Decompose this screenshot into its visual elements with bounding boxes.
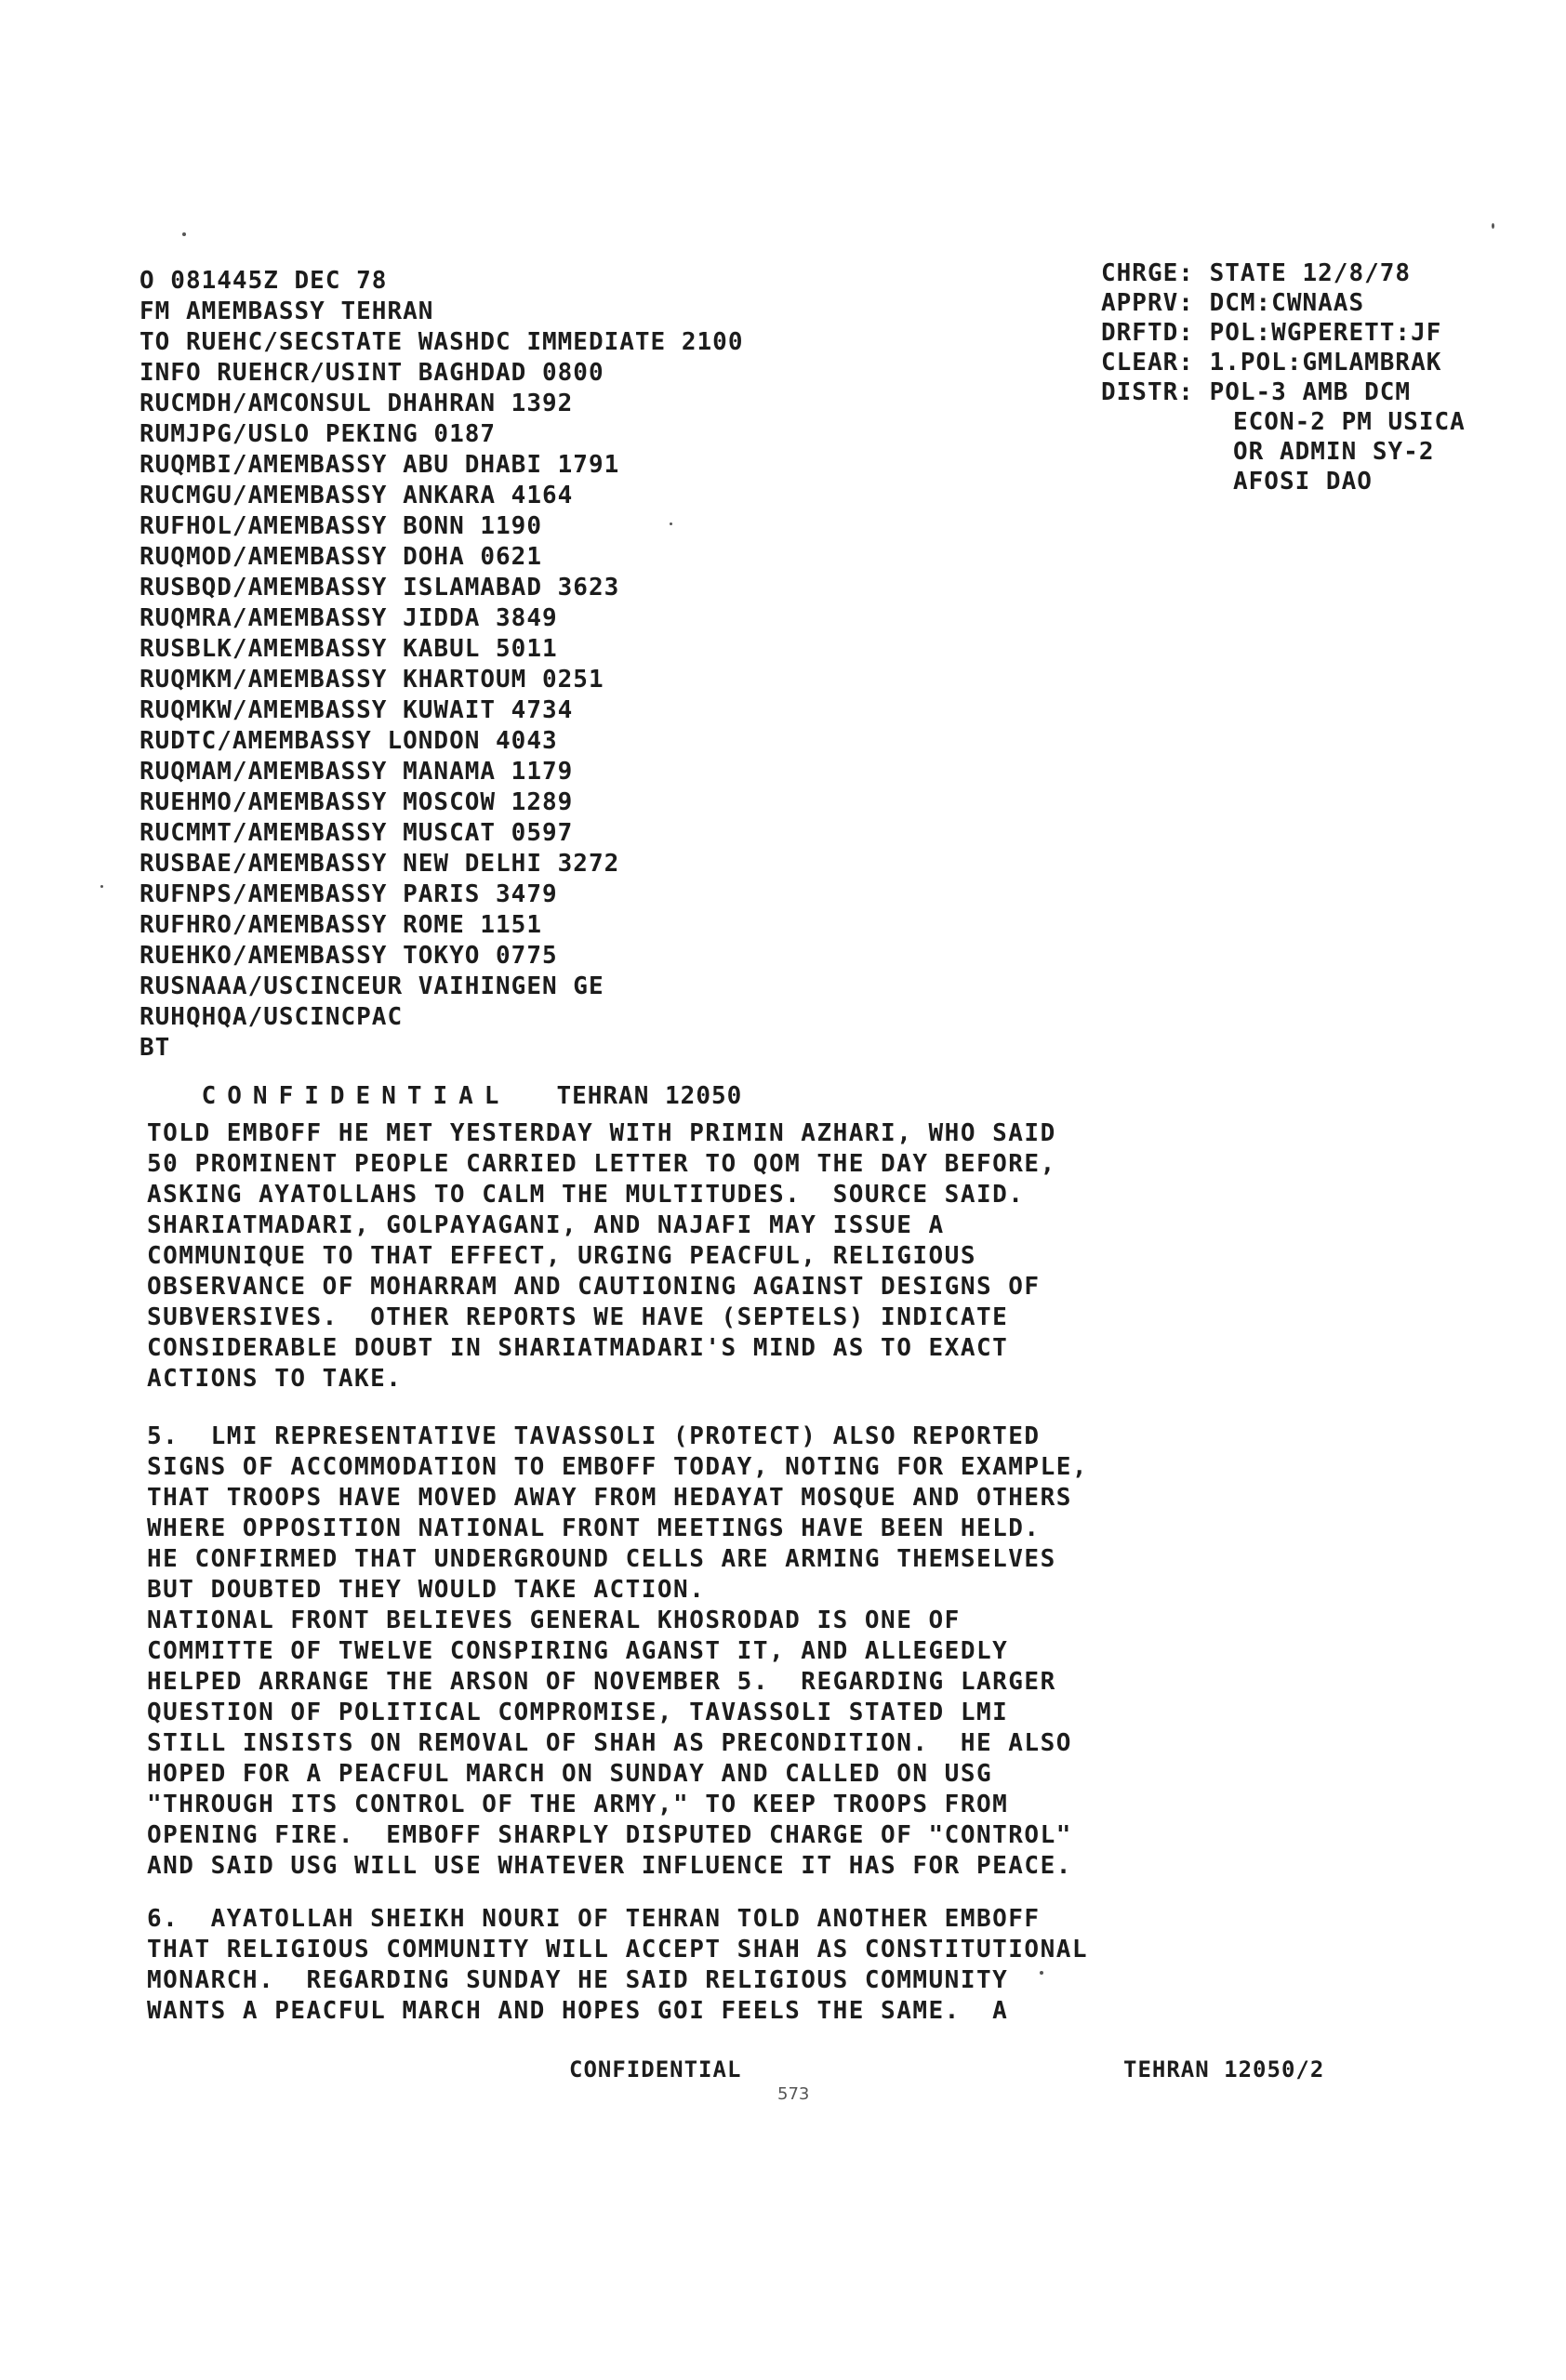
metadata-line: DISTR: POL-3 AMB DCM bbox=[1101, 378, 1412, 406]
routing-line: TO RUEHC/SECSTATE WASHDC IMMEDIATE 2100 bbox=[139, 328, 744, 356]
paragraph-line: HELPED ARRANGE THE ARSON OF NOVEMBER 5. REGARDING LARGER bbox=[147, 1668, 1056, 1696]
paragraph-6 bbox=[147, 1904, 1244, 2027]
routing-line: RUQMKW/AMEMBASSY KUWAIT 4734 bbox=[139, 696, 574, 724]
paragraph-line: BUT DOUBTED THEY WOULD TAKE ACTION. bbox=[147, 1576, 706, 1604]
paragraph-line: NATIONAL FRONT BELIEVES GENERAL KHOSRODAD IS ONE OF bbox=[147, 1606, 961, 1634]
routing-line: RUCMDH/AMCONSUL DHAHRAN 1392 bbox=[139, 390, 574, 417]
paragraph-line: CONSIDERABLE DOUBT IN SHARIATMADARI'S MIND AS TO EXACT bbox=[147, 1334, 1009, 1362]
paragraph-line: THAT RELIGIOUS COMMUNITY WILL ACCEPT SHAH AS CONSTITUTIONAL bbox=[147, 1936, 1089, 1964]
paragraph-line: 6. AYATOLLAH SHEIKH NOURI OF TEHRAN TOLD ANOTHER EMBOFF bbox=[147, 1905, 1041, 1933]
routing-line: RUDTC/AMEMBASSY LONDON 4043 bbox=[139, 727, 558, 755]
paragraph-line: ASKING AYATOLLAHS TO CALM THE MULTITUDES. SOURCE SAID. bbox=[147, 1181, 1025, 1209]
routing-line: RUMJPG/USLO PEKING 0187 bbox=[139, 420, 497, 448]
footer-reference: TEHRAN 12050/2 bbox=[1123, 2056, 1325, 2082]
paragraph-line: STILL INSISTS ON REMOVAL OF SHAH AS PRECONDITION. HE ALSO bbox=[147, 1729, 1072, 1757]
routing-line: RUSBAE/AMEMBASSY NEW DELHI 3272 bbox=[139, 850, 620, 878]
paragraph-line: COMMUNIQUE TO THAT EFFECT, URGING PEACFUL, RELIGIOUS bbox=[147, 1242, 976, 1270]
routing-line: O 081445Z DEC 78 bbox=[139, 267, 388, 295]
routing-line: RUFNPS/AMEMBASSY PARIS 3479 bbox=[139, 880, 558, 908]
routing-line: RUEHMO/AMEMBASSY MOSCOW 1289 bbox=[139, 788, 574, 816]
classification-word: CONFIDENTIAL bbox=[201, 1082, 511, 1110]
routing-line: RUFHRO/AMEMBASSY ROME 1151 bbox=[139, 911, 542, 939]
paragraph-line: COMMITTE OF TWELVE CONSPIRING AGANST IT, AND ALLEGEDLY bbox=[147, 1637, 1009, 1665]
footer-classification: CONFIDENTIAL bbox=[569, 2056, 742, 2082]
distribution-line: ECON-2 PM USICA bbox=[1233, 408, 1466, 436]
paragraph-line: 50 PROMINENT PEOPLE CARRIED LETTER TO QOM THE DAY BEFORE, bbox=[147, 1150, 1056, 1178]
routing-line: RUCMGU/AMEMBASSY ANKARA 4164 bbox=[139, 482, 574, 509]
paragraph-line: QUESTION OF POLITICAL COMPROMISE, TAVASSOLI STATED LMI bbox=[147, 1699, 1009, 1726]
paragraph-line: OBSERVANCE OF MOHARRAM AND CAUTIONING AGAINST DESIGNS OF bbox=[147, 1273, 1041, 1301]
routing-line: RUQMOD/AMEMBASSY DOHA 0621 bbox=[139, 543, 542, 571]
routing-line: RUCMMT/AMEMBASSY MUSCAT 0597 bbox=[139, 819, 574, 847]
routing-line: RUQMKM/AMEMBASSY KHARTOUM 0251 bbox=[139, 666, 604, 694]
routing-line: RUFHOL/AMEMBASSY BONN 1190 bbox=[139, 512, 542, 540]
distribution-line: OR ADMIN SY-2 bbox=[1233, 438, 1435, 466]
paragraph-line: SIGNS OF ACCOMMODATION TO EMBOFF TODAY, NOTING FOR EXAMPLE, bbox=[147, 1453, 1089, 1481]
paragraph-5 bbox=[147, 1421, 1244, 1882]
cable-reference: TEHRAN 12050 bbox=[556, 1082, 743, 1110]
routing-line: RUSBQD/AMEMBASSY ISLAMABAD 3623 bbox=[139, 574, 620, 602]
metadata-line: CLEAR: 1.POL:GMLAMBRAK bbox=[1101, 349, 1442, 377]
scan-speck bbox=[670, 522, 672, 525]
routing-line: RUQMBI/AMEMBASSY ABU DHABI 1791 bbox=[139, 451, 620, 479]
scan-speck bbox=[182, 232, 186, 236]
cable-metadata bbox=[1101, 258, 1547, 496]
paragraph-line: SHARIATMADARI, GOLPAYAGANI, AND NAJAFI MAY ISSUE A bbox=[147, 1211, 945, 1239]
paragraph-4 bbox=[147, 1118, 1244, 1395]
scan-speck bbox=[1040, 1971, 1043, 1975]
metadata-line: APPRV: DCM:CWNAAS bbox=[1101, 289, 1365, 317]
paragraph-line: SUBVERSIVES. OTHER REPORTS WE HAVE (SEPTELS) INDICATE bbox=[147, 1303, 1009, 1331]
distribution-line: AFOSI DAO bbox=[1233, 468, 1373, 496]
metadata-line: CHRGE: STATE 12/8/78 bbox=[1101, 259, 1412, 287]
routing-line: RUSBLK/AMEMBASSY KABUL 5011 bbox=[139, 635, 558, 663]
paragraph-line: "THROUGH ITS CONTROL OF THE ARMY," TO KEEP TROOPS FROM bbox=[147, 1791, 1009, 1818]
paragraph-line: ACTIONS TO TAKE. bbox=[147, 1365, 403, 1393]
paragraph-line: AND SAID USG WILL USE WHATEVER INFLUENCE IT HAS FOR PEACE. bbox=[147, 1852, 1072, 1880]
paragraph-line: WHERE OPPOSITION NATIONAL FRONT MEETINGS HAVE BEEN HELD. bbox=[147, 1514, 1041, 1542]
paragraph-line: THAT TROOPS HAVE MOVED AWAY FROM HEDAYAT MOSQUE AND OTHERS bbox=[147, 1484, 1072, 1512]
paragraph-line: 5. LMI REPRESENTATIVE TAVASSOLI (PROTECT) ALSO REPORTED bbox=[147, 1422, 1041, 1450]
paragraph-line: WANTS A PEACFUL MARCH AND HOPES GOI FEELS THE SAME. A bbox=[147, 1997, 1009, 2025]
routing-line: RUQMAM/AMEMBASSY MANAMA 1179 bbox=[139, 758, 574, 786]
routing-line: RUQMRA/AMEMBASSY JIDDA 3849 bbox=[139, 604, 558, 632]
paragraph-line: OPENING FIRE. EMBOFF SHARPLY DISPUTED CHARGE OF "CONTROL" bbox=[147, 1821, 1072, 1849]
routing-line: RUHQHQA/USCINCPAC bbox=[139, 1003, 404, 1031]
routing-line: RUSNAAA/USCINCEUR VAIHINGEN GE bbox=[139, 972, 604, 1000]
page-number: 573 bbox=[777, 2084, 810, 2104]
routing-line: INFO RUEHCR/USINT BAGHDAD 0800 bbox=[139, 359, 604, 387]
scan-speck bbox=[100, 885, 103, 888]
scan-speck bbox=[1492, 223, 1494, 229]
paragraph-line: MONARCH. REGARDING SUNDAY HE SAID RELIGIOUS COMMUNITY bbox=[147, 1966, 1009, 1994]
routing-line: RUEHKO/AMEMBASSY TOKYO 0775 bbox=[139, 942, 558, 970]
routing-line: FM AMEMBASSY TEHRAN bbox=[139, 298, 434, 325]
paragraph-line: TOLD EMBOFF HE MET YESTERDAY WITH PRIMIN AZHARI, WHO SAID bbox=[147, 1119, 1056, 1147]
metadata-line: DRFTD: POL:WGPERETT:JF bbox=[1101, 319, 1442, 347]
routing-header bbox=[139, 266, 1069, 1064]
paragraph-line: HOPED FOR A PEACFUL MARCH ON SUNDAY AND CALLED ON USG bbox=[147, 1760, 993, 1788]
routing-line: BT bbox=[139, 1034, 171, 1062]
paragraph-line: HE CONFIRMED THAT UNDERGROUND CELLS ARE ARMING THEMSELVES bbox=[147, 1545, 1056, 1573]
